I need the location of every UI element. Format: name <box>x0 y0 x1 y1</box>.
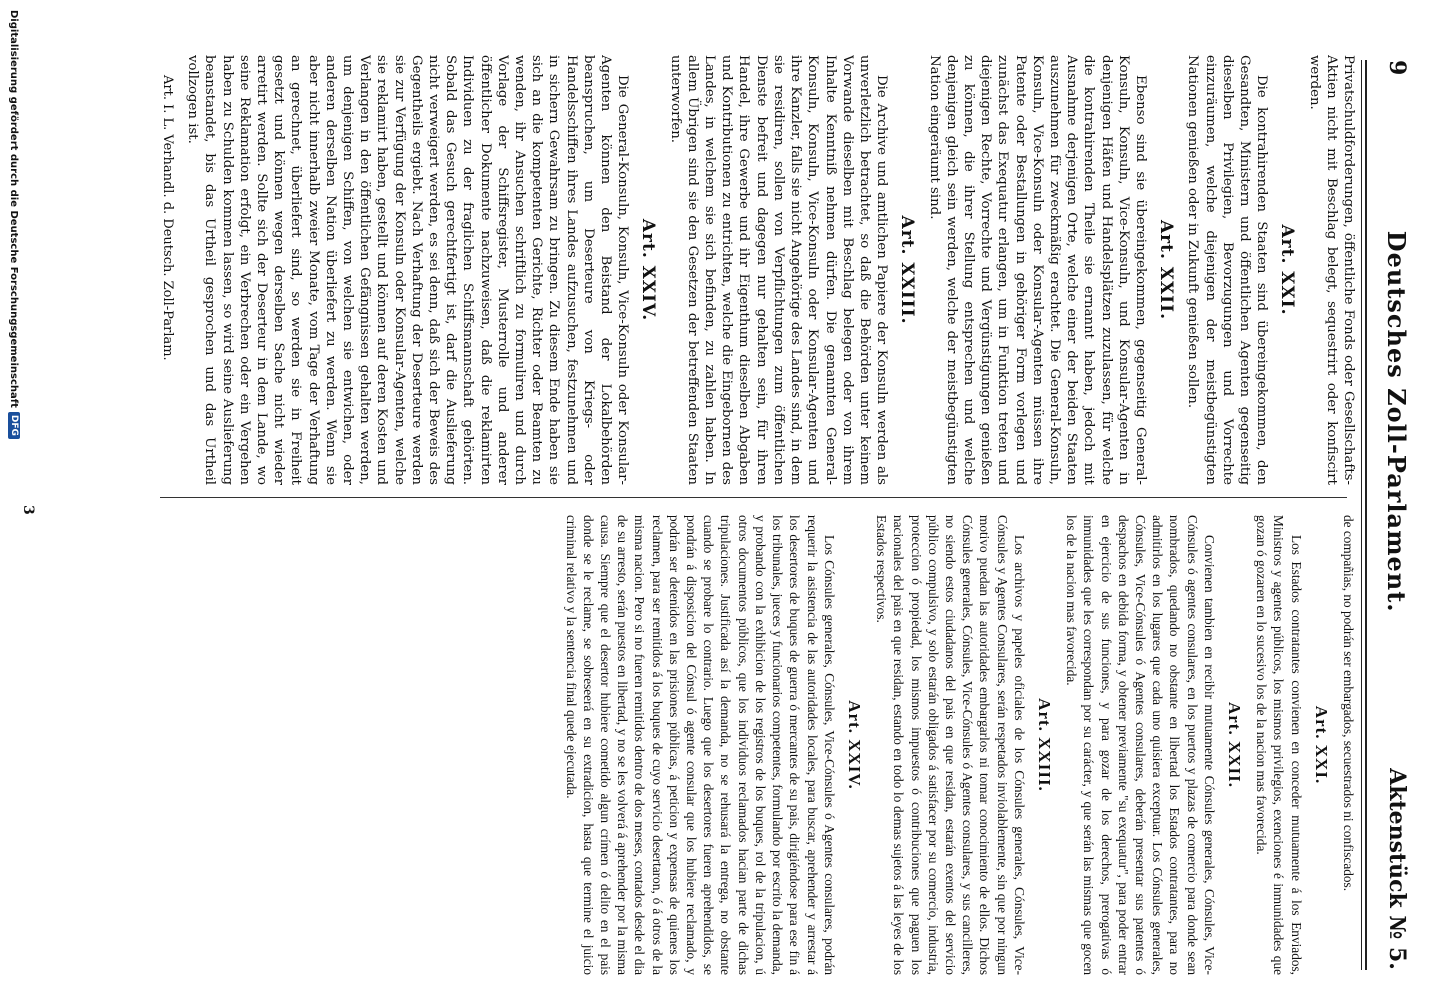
spanish-intro: de compañias, no podrán ser embargados, secuestrados ni confiscados. <box>1341 515 1356 892</box>
footer-page-mark: 3 <box>20 505 36 515</box>
spanish-art21-text: Los Estados contratantes convienen en conceder mutuamente á los Enviados, Ministros y agentes públicos, los mismos privilegios, exenciones é inmunidades que gozan ó gozaren en lo sucesivo los de la nacion mas favorecida. <box>1254 515 1304 975</box>
german-intro: Privatschuldforderungen, öffentliche Fonds oder Gesellschafts-Aktien nicht mit Beschlag belegt, sequestrirt oder konfiscirt werden. <box>1306 55 1356 485</box>
spanish-art21-heading: Art. XXI. <box>1311 705 1331 785</box>
german-column <box>60 55 1357 485</box>
german-art22-heading: Art. XXII. <box>1156 219 1177 321</box>
spanish-art22-heading: Art. XXII. <box>1224 701 1244 789</box>
column-divider <box>160 497 1347 498</box>
german-art23-text: Die Archive und amtlichen Papiere der Konsuln werden als unverletzlich betrachtet, so daß die Behörden unter keinem Vorwande dieselben mit Beschlag belegen oder von ihrem Inhalte Kenntniß nehmen dürfen. Die genannten General-Konsuln, Konsuln, Vice-Konsuln oder Konsular-Agenten und ihre Kanzler, falls sie nicht Angehörige des Landes sind, in dem sie residiren, sollen von Verpflichtungen zum öffentlichen Dienste befreit und dagegen nur gehalten sein, für ihren Handel, ihre Gewerbe und ihr Eigenthum dieselben Abgaben und Kontributionen zu entrichten, welche die Eingebornen des Landes, in welchem sie sich befinden, zu zahlen haben. In allem Übrigen sind sie den Gesetzen der betreffenden Staaten unterworfen. <box>667 55 890 485</box>
german-signature: Art. I. L. Verhandl. d. Deutsch. Zoll-Parlam. <box>160 75 175 361</box>
german-art21-text: Die kontrahirenden Staaten sind übereingekommen, den Gesandten, Ministern und öffentlichen Agenten gegenseitig dieselben Privilegien, Bevorzugungen und Vorrechte einzuräumen, welche diejenigen der meistbegünstigten Nationen genießen oder in Zukunft genießen sollen. <box>1185 55 1270 485</box>
digitization-stamp <box>8 10 20 439</box>
german-art22-text: Ebenso sind sie übereingekommen, gegenseitig General-Konsuln, Konsuln, Vice-Konsuln, und Konsular-Agenten in denjenigen Häfen und Handelsplätzen zuzulassen, für welche die kontrahirenden Theile sie ernannt haben, jedoch mit Ausnahme derjenigen Orte, welche einer der beiden Staaten auszunehmen für zweckmäßig erachtet. Die General-Konsuln, Konsuln, Vice-Konsuln oder Konsular-Agenten müssen ihre Patente oder Bestallungen in gehöriger Form vorlegen und zunächst das Exequatur erlangen, um in Funktion treten und diejenigen Rechte, Vorrechte und Vergünstigungen genießen zu können, die ihrer Stellung entsprechen und welche denjenigen gleich sein werden, welche der meistbegünstigten Nation eingeräumt sind. <box>926 55 1148 485</box>
german-art23-heading: Art. XXIII. <box>897 215 918 325</box>
german-art21-heading: Art. XXI. <box>1277 224 1298 316</box>
document-label: Aktenstück № 5. <box>1384 768 1410 970</box>
digitization-note: Digitalisierung gefördert durch die Deutsche Forschungsgemeinschaft <box>8 10 20 408</box>
page-number: 9 <box>1384 60 1410 76</box>
spanish-art22-text: Convienen tambien en recibir mutuamente Cónsules generales, Cónsules, Vice-Cónsules ó agentes consulares, en los puertos y plazas de comercio para donde sean nombrados, quedando no obstante en libertad los Estados contratantes, para no admitirlos en los lugares que cada uno quisiera exceptuar. Los Cónsules generales, Cónsules, Vice-Cónsules ó Agentes consulares, deberán presentar sus patentes ó despachos en debida forma, y obtener previamente "su exequatur", para poder entrar en ejercicio de sus funciones, y para gozar de los derechos, prerogativas ó inmunidades que les correspondan por su carácter, y que serán las mismas que gocen los de la nacion mas favorecida. <box>1064 515 1217 975</box>
german-art24-text: Die General-Konsuln, Konsuln, Vice-Konsuln oder Konsular-Agenten können den Beistand der Lokalbehörden beanspruchen, um Deserteure von Kriegs- oder Handelsschiffen ihres Landes aufzusuchen, festzunehmen und in sichern Gewahrsam zu bringen. Zu diesem Ende haben sie sich an die kompetenten Gerichte, Richter oder Beamten zu wenden, ihr Ansuchen schriftlich zu formuliren und durch Vorlage der Schiffsregister, Musterrolle und anderer öffentlicher Dokumente nachzuweisen, daß die reklamirten Individuen zu der fraglichen Schiffsmannschaft gehörten. Sobald das Gesuch gerechtfertigt ist, darf die Auslieferung nicht verweigert werden, es sei denn, daß sich der Beweis des Gegentheils ergiebt. Nach Verhaftung der Deserteure werden sie zur Verfügung der Konsuln oder Konsular-Agenten, welche sie reklamirt haben, gestellt und können auf deren Kosten und Verlangen in den öffentlichen Gefängnissen gehalten werden, um denjenigen Schiffen, von welchen sie entwichen, oder anderen derselben Nation überliefert zu werden. Wenn sie aber nicht innerhalb zweier Monate, vom Tage der Verhaftung an gerechnet, überliefert sind, so werden sie in Freiheit gesetzt und können wegen derselben Sache nicht wieder arretirt werden. Sollte sich der Deserteur in dem Lande, wo seine Reklamation erfolgt, ein Verbrechen oder ein Vergehen haben zu Schulden kommen lassen, so wird seine Auslieferung beanstandet, bis das Urtheil gesprochen und das Urtheil vollzogen ist. <box>185 55 631 485</box>
spanish-art23-text: Los archivos y papeles oficiales de los Cónsules generales, Cónsules, Vice-Cónsules y Agentes Consulares, serán respetados inviolablemente, sin que por ningun motivo puedan las autoridades embargarlos ni tomar conocimiento de ellos. Dichos Cónsules generales, Cónsules, Vice-Cónsules ó Agentes consulares, y sus cancilleres, no siendo estos ciudadanos del pais en que residan, estarán exentos del servicio público compulsivo, y solo estarán obligados á satisfacer por su comercio, industria, proteccion ó propiedad, los mismos impuestos ó contribuciones que paguen los nacionales del pais en que residan, estando en todo lo demas sujetos á las leyes de los Estados respectivos. <box>874 515 1027 975</box>
page-title: Deutsches Zoll-Parlament. <box>1382 230 1412 613</box>
spanish-art23-heading: Art. XXIII. <box>1034 698 1054 792</box>
spanish-column <box>60 515 1357 975</box>
german-art24-heading: Art. XXIV. <box>638 218 659 322</box>
header-rule <box>1365 60 1367 970</box>
spanish-art24-heading: Art. XXIV. <box>844 700 864 790</box>
dfg-logo-icon: DFG <box>8 412 20 439</box>
page-header <box>1367 60 1427 970</box>
header-rule-thin <box>1361 60 1362 970</box>
spanish-art24-text: Los Cónsules generales, Cónsules, Vice-Cónsules ó Agentes consulares, podrán requerir la asistencia de las autoridades locales, para buscar, aprehender y arrestar á los desertores de buques de guerra ó mercantes de su pais, dirigiéndose para ese fin á los tribunales, jueces y funcionarios competentes, formulando por escrito la demanda, y probando con la exhibicion de los registros de los buques, rol de la tripulacion, ú otros documentos públicos, que los individuos reclamados hacian parte de dichas tripulaciones. Justificada así la demanda, no se rehusará la entrega, no obstante cuando se probare lo contrario. Luego que los desertores fueren aprehendidos, se pondrán á disposicion del Cónsul ó agente consular que los hubiere reclamado, y podrán ser detenidos en las prisiones públicas, á peticion y expensas de quienes los reclamen, para ser remitidos á los buques de cuyo servicio desertaron, ó á otros de la misma nacion. Pero si no fueren remitidos dentro de dos meses, contados desde el dia de su arresto, serán puestos en libertad, y no se les volverá á aprehender por la misma causa. Siempre que el desertor hubiere cometido algun crímen ó delito en el pais donde se le reclame, se sobreseerá en su extradicion, hasta que termine el juicio criminal relativo y la sentencia final quede ejecutada. <box>563 515 837 975</box>
